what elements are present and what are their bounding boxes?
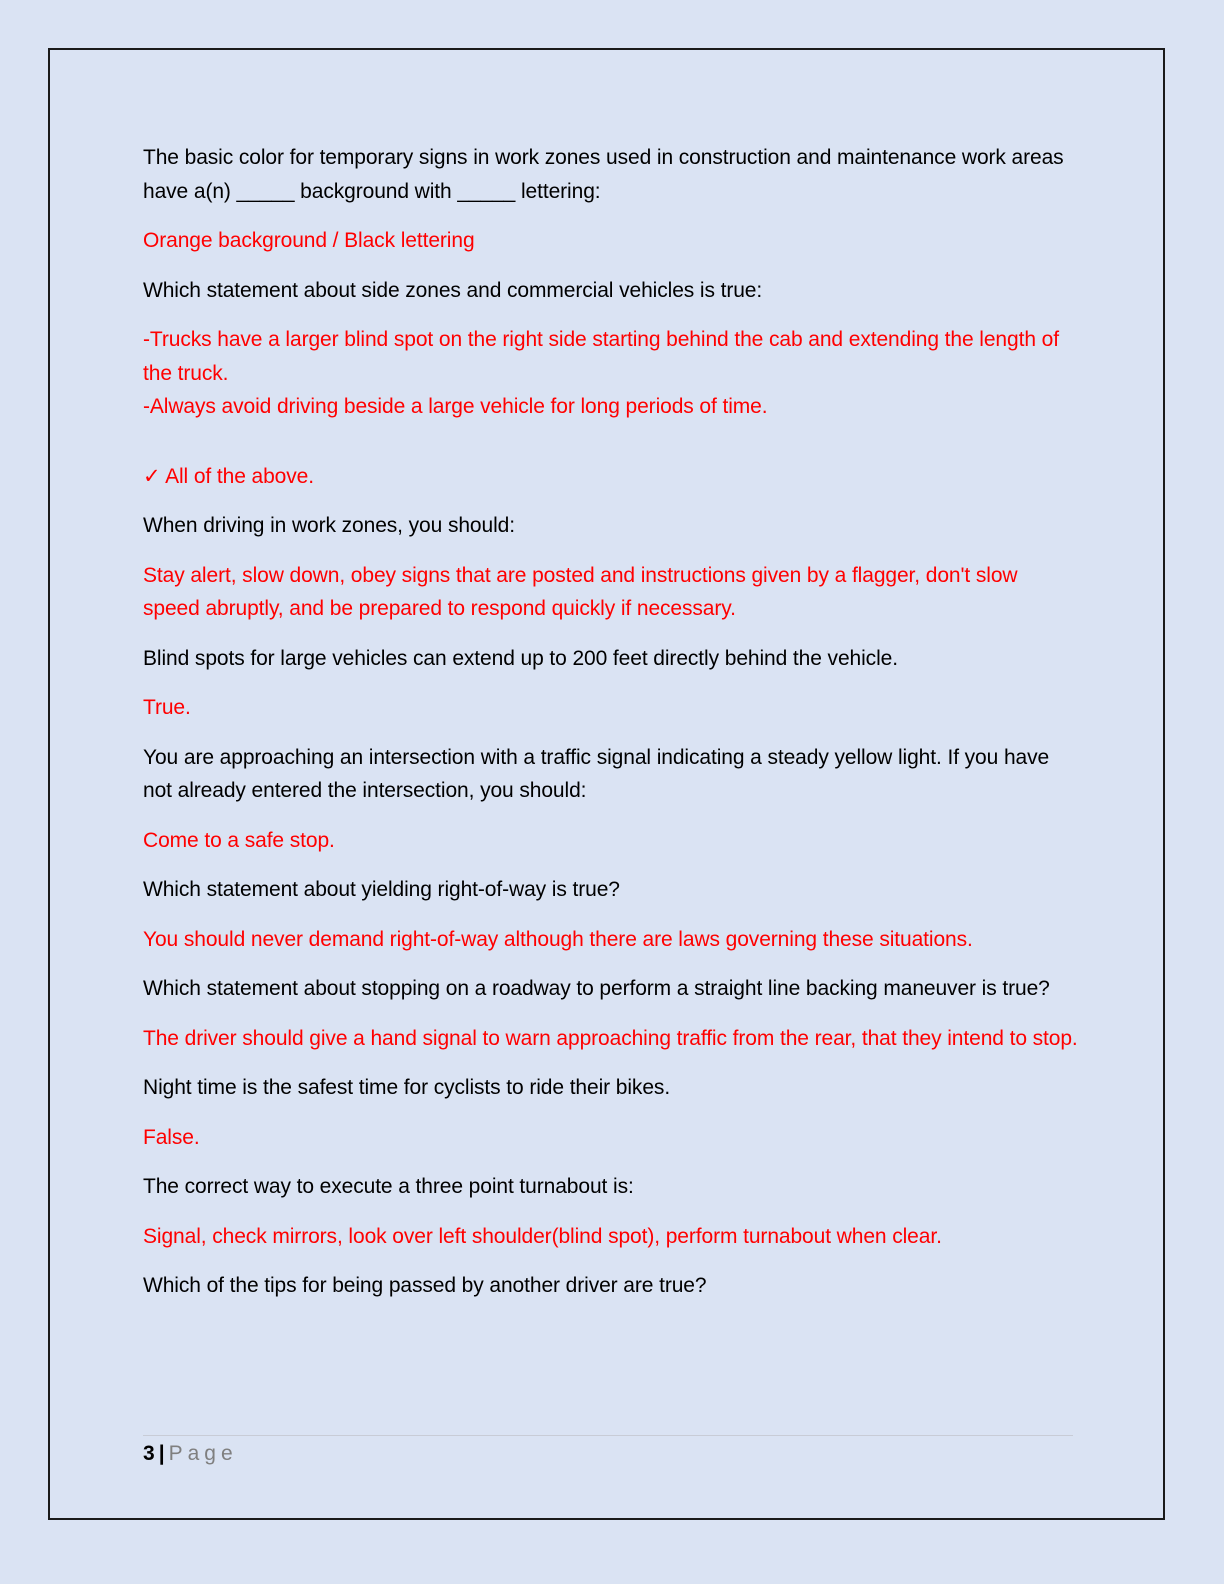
answer-yielding-right-of-way: You should never demand right-of-way although there are laws governing these situations. xyxy=(143,927,973,951)
page-number: 3 xyxy=(143,1442,155,1465)
answer-blind-spots-200-feet: True. xyxy=(143,696,191,719)
question-backing-maneuver: Which statement about stopping on a roadway to perform a straight line backing maneuver is true? xyxy=(143,977,1050,1000)
question-yielding-right-of-way: Which statement about yielding right-of-way is true? xyxy=(143,878,620,901)
question-being-passed-tips: Which of the tips for being passed by another driver are true? xyxy=(143,1274,707,1297)
answer-driving-in-work-zones: Stay alert, slow down, obey signs that are posted and instructions given by a flagger, don't slow speed abruptly, and be prepared to respond quickly if necessary. xyxy=(143,563,1018,620)
answer-all-of-the-above: ✓ All of the above. xyxy=(143,464,314,488)
question-steady-yellow-light: You are approaching an intersection with a traffic signal indicating a steady yellow light. If you have not already entered the intersection, you should: xyxy=(143,745,1050,802)
answer-night-cycling: False. xyxy=(143,1125,200,1149)
footer-divider xyxy=(143,1435,1073,1436)
answer-work-zone-sign-colors: Orange background / Black lettering xyxy=(143,229,475,252)
page-label: Page xyxy=(168,1442,238,1465)
question-side-zones-commercial-vehicles: Which statement about side zones and commercial vehicles is true: xyxy=(143,278,763,302)
question-night-cycling: Night time is the safest time for cyclists to ride their bikes. xyxy=(143,1076,671,1099)
question-blind-spots-200-feet: Blind spots for large vehicles can extend up to 200 feet directly behind the vehicle. xyxy=(143,646,898,670)
document-body xyxy=(143,141,1078,1319)
answer-backing-maneuver: The driver should give a hand signal to warn approaching traffic from the rear, that they intend to stop. xyxy=(143,1026,1078,1050)
question-driving-in-work-zones: When driving in work zones, you should: xyxy=(143,514,515,537)
page-footer xyxy=(143,1440,238,1468)
answer-trucks-blind-spot: -Trucks have a larger blind spot on the right side starting behind the cab and extending the length of the truck. xyxy=(143,328,1059,385)
answer-avoid-driving-beside: -Always avoid driving beside a large vehicle for long periods of time. xyxy=(143,395,768,418)
answer-steady-yellow-light: Come to a safe stop. xyxy=(143,828,335,852)
question-work-zone-sign-colors: The basic color for temporary signs in work zones used in construction and maintenance work areas have a(n) _____ background with _____ lettering: xyxy=(143,146,1064,203)
footer-separator: | xyxy=(158,1442,165,1465)
answer-three-point-turnabout: Signal, check mirrors, look over left shoulder(blind spot), perform turnabout when clear. xyxy=(143,1224,942,1248)
question-three-point-turnabout: The correct way to execute a three point turnabout is: xyxy=(143,1175,634,1198)
